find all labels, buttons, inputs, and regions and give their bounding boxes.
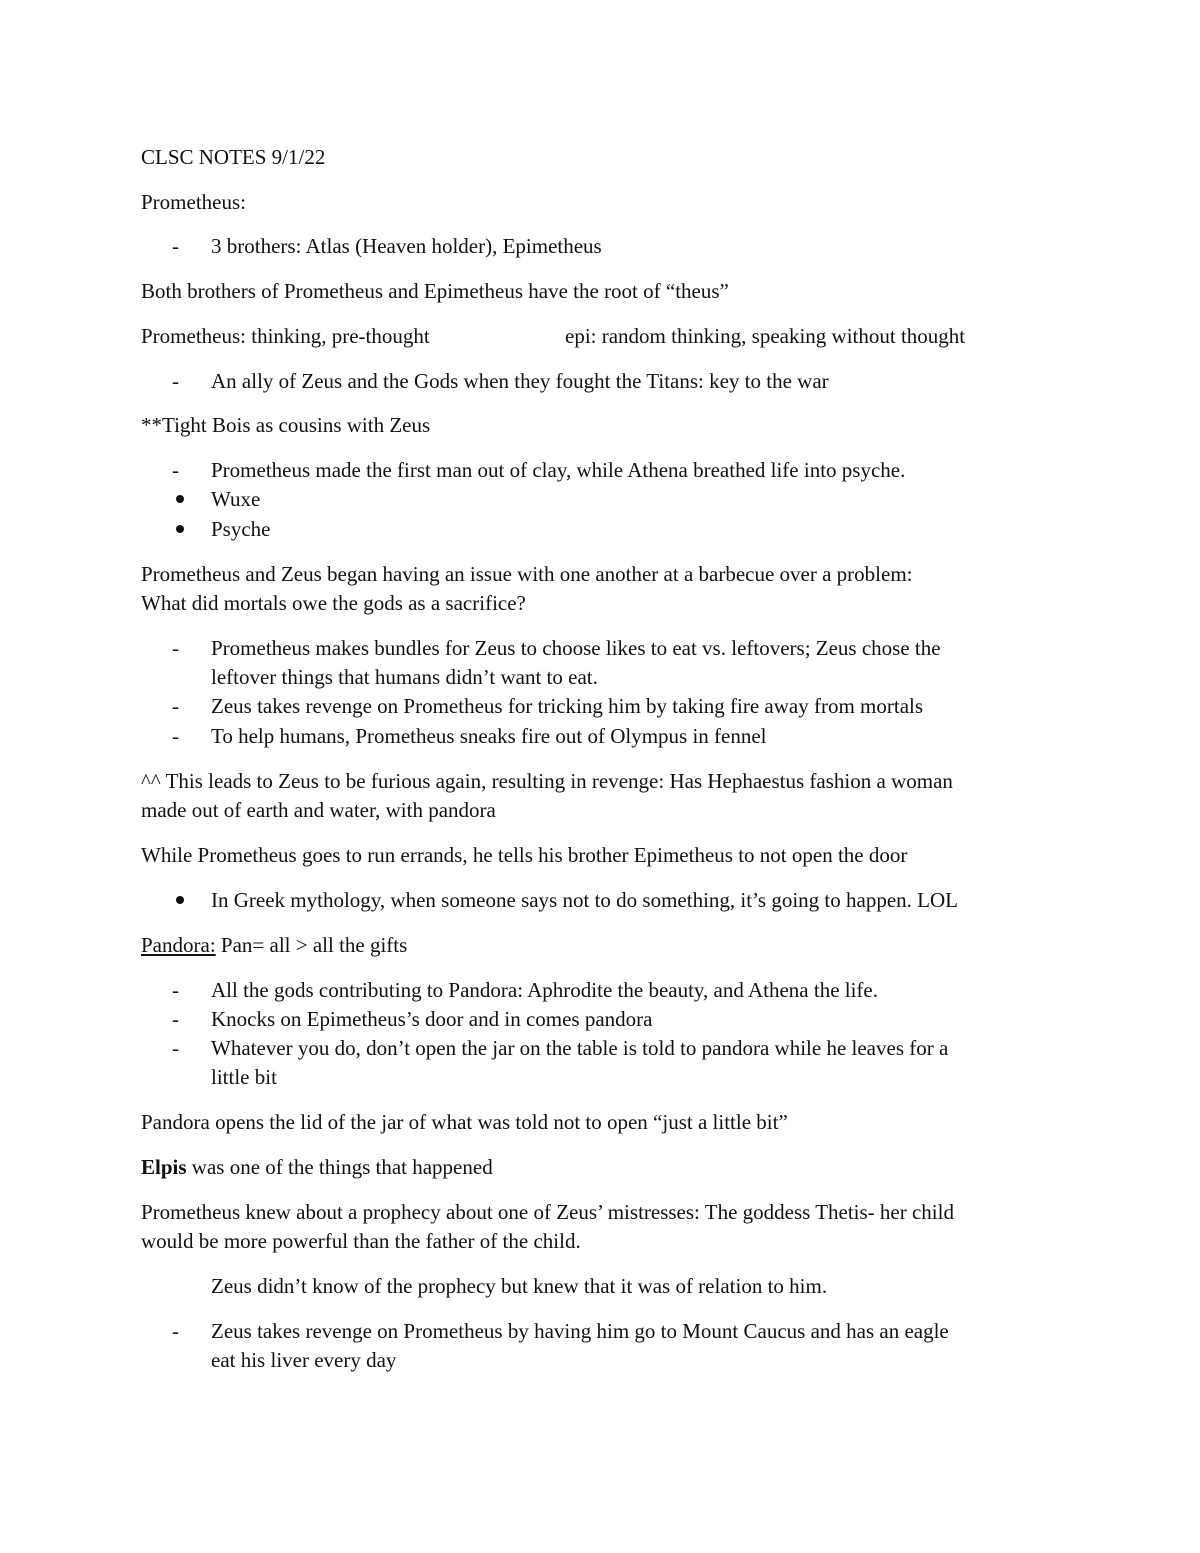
paragraph-barbecue-line2: What did mortals owe the gods as a sacrifice? (141, 591, 526, 615)
paragraph-pandora (141, 930, 407, 960)
paragraph-tight-bois: **Tight Bois as cousins with Zeus (141, 413, 431, 437)
bullet-dot (176, 896, 184, 904)
paragraph-prophecy-line1: Prometheus knew about a prophecy about one of Zeus’ mistresses: The goddess Thetis- her child (141, 1200, 954, 1224)
dash-bullet: - (172, 234, 179, 258)
list-item-greek-myth: In Greek mythology, when someone says not to do something, it’s going to happen. LOL (211, 888, 958, 912)
list-item-fennel: To help humans, Prometheus sneaks fire out of Olympus in fennel (211, 724, 767, 748)
list-item-wuxe: Wuxe (211, 487, 261, 511)
list-item-contributing: All the gods contributing to Pandora: Aphrodite the beauty, and Athena the life. (211, 978, 878, 1002)
dash-bullet: - (172, 724, 179, 748)
pandora-definition: Pan= all > all the gifts (215, 933, 408, 957)
dash-bullet: - (172, 1036, 179, 1060)
dash-bullet: - (172, 458, 179, 482)
dash-bullet: - (172, 978, 179, 1002)
paragraph-root-theus: Both brothers of Prometheus and Epimetheus have the root of “theus” (141, 279, 729, 303)
elpis-word: Elpis (141, 1155, 187, 1179)
meaning-epi: epi: random thinking, speaking without thought (565, 324, 966, 348)
page-title: CLSC NOTES 9/1/22 (141, 145, 326, 169)
paragraph-errands: While Prometheus goes to run errands, he tells his brother Epimetheus to not open the door (141, 843, 908, 867)
bullet-dot (176, 525, 184, 533)
list-item-revenge-fire: Zeus takes revenge on Prometheus for tricking him by taking fire away from mortals (211, 694, 924, 718)
paragraph-elpis (141, 1152, 493, 1182)
paragraph-furious-line1: ^^ This leads to Zeus to be furious again, resulting in revenge: Has Hephaestus fashion a woman (141, 769, 953, 793)
list-item-whatever-line2: little bit (211, 1065, 277, 1089)
paragraph-furious-line2: made out of earth and water, with pandora (141, 798, 496, 822)
dash-bullet: - (172, 1007, 179, 1031)
list-item-caucus-line2: eat his liver every day (211, 1348, 397, 1372)
bullet-dot (176, 495, 184, 503)
list-item-whatever-line1: Whatever you do, don’t open the jar on the table is told to pandora while he leaves for a (211, 1036, 949, 1060)
list-item-knocks: Knocks on Epimetheus’s door and in comes pandora (211, 1007, 653, 1031)
dash-bullet: - (172, 694, 179, 718)
paragraph-barbecue-line1: Prometheus and Zeus began having an issue with one another at a barbecue over a problem: (141, 562, 913, 586)
list-item-bundles-line1: Prometheus makes bundles for Zeus to choose likes to eat vs. leftovers; Zeus chose the (211, 636, 941, 660)
paragraph-prophecy-line2: would be more powerful than the father of the child. (141, 1229, 581, 1253)
meaning-prometheus: Prometheus: thinking, pre-thought (141, 324, 430, 348)
list-item-bundles-line2: leftover things that humans didn’t want to eat. (211, 665, 598, 689)
list-item-clay: Prometheus made the first man out of clay, while Athena breathed life into psyche. (211, 458, 906, 482)
paragraph-didnt-know: Zeus didn’t know of the prophecy but knew that it was of relation to him. (211, 1274, 828, 1298)
list-item-ally: An ally of Zeus and the Gods when they fought the Titans: key to the war (211, 369, 829, 393)
paragraph-opens-lid: Pandora opens the lid of the jar of what was told not to open “just a little bit” (141, 1110, 788, 1134)
elpis-rest: was one of the things that happened (186, 1155, 493, 1179)
list-item-caucus-line1: Zeus takes revenge on Prometheus by having him go to Mount Caucus and has an eagle (211, 1319, 949, 1343)
list-item-psyche: Psyche (211, 517, 271, 541)
dash-bullet: - (172, 1319, 179, 1343)
dash-bullet: - (172, 369, 179, 393)
prometheus-heading: Prometheus: (141, 190, 246, 214)
dash-bullet: - (172, 636, 179, 660)
pandora-label: Pandora: (141, 933, 216, 957)
list-item-brothers: 3 brothers: Atlas (Heaven holder), Epimetheus (211, 234, 602, 258)
